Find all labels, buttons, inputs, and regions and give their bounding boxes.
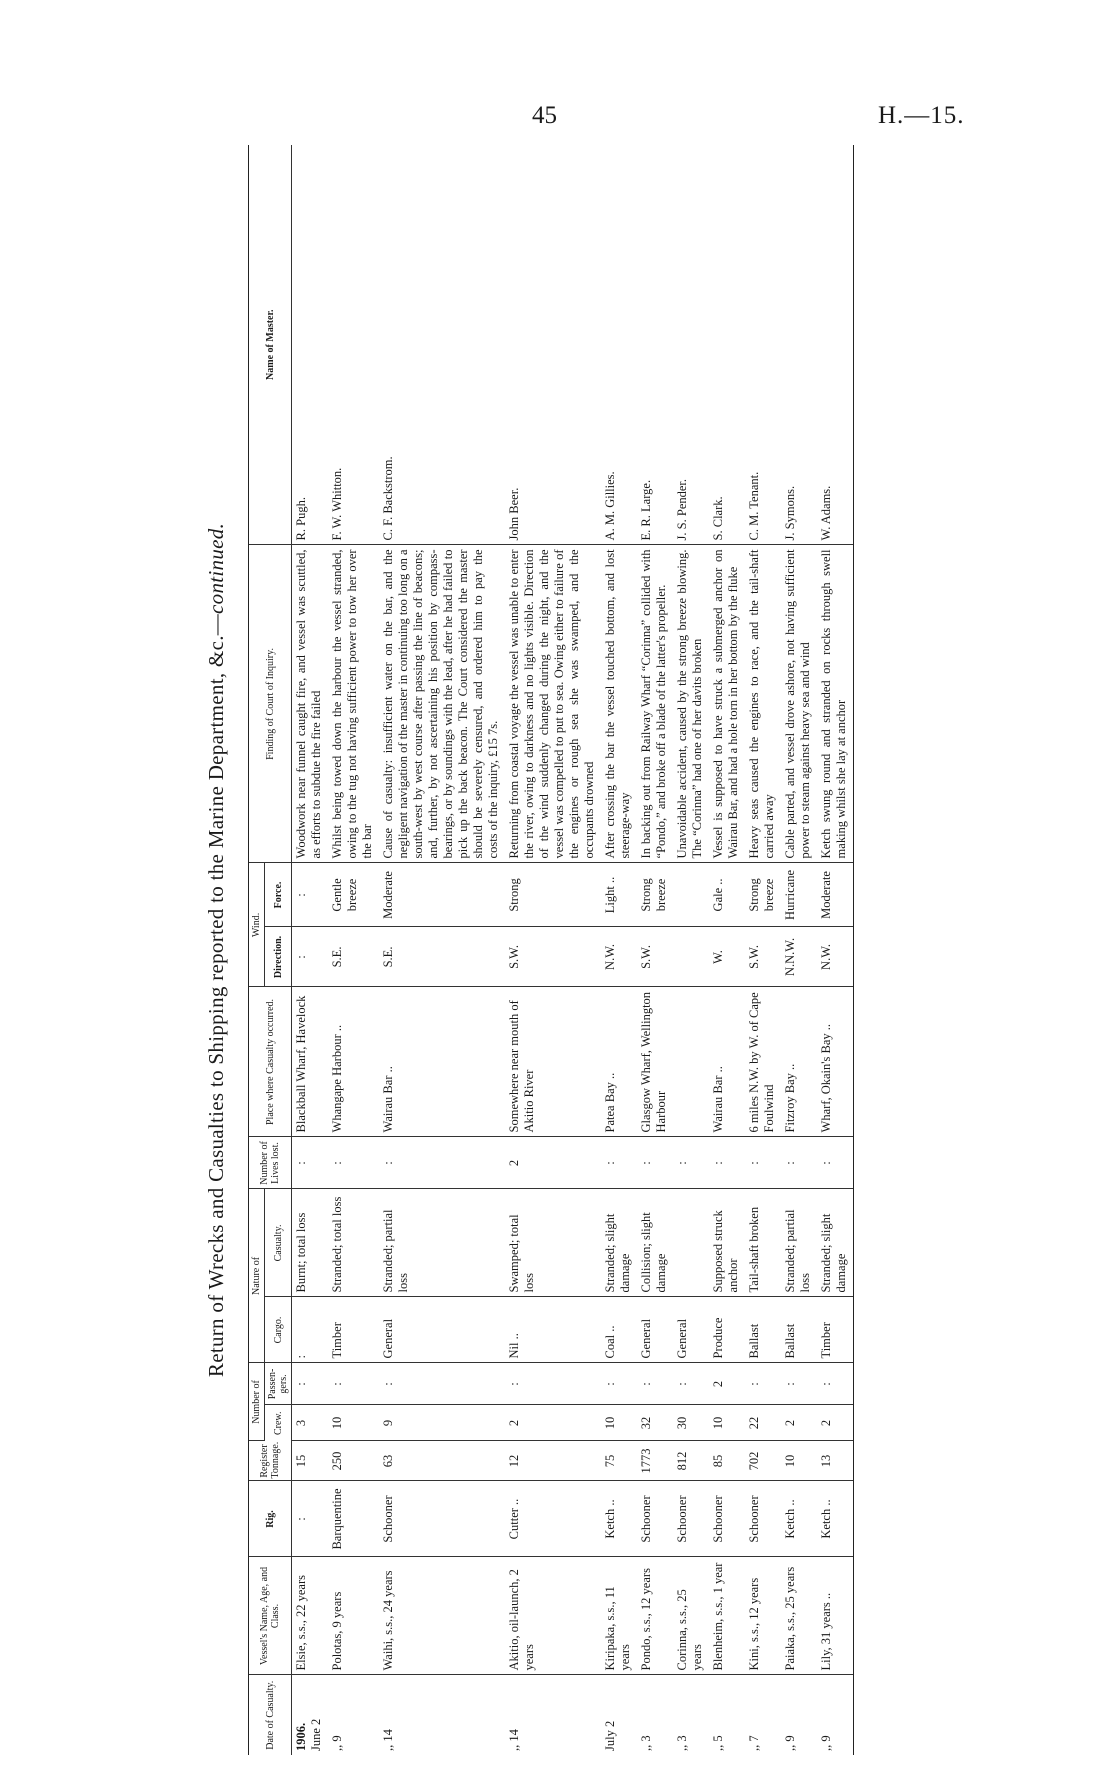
- cell-place: Fitzroy Bay ..: [781, 987, 817, 1137]
- cell-finding: Unavoidable accident, caused by the strong breeze blowing. The “Corinna” had one of her davits broken: [673, 545, 709, 863]
- cell-rig: Schooner: [745, 1481, 781, 1557]
- cell-direction: N.W.: [817, 927, 854, 987]
- cell-master: J. Symons.: [781, 145, 817, 545]
- cell-rig: Ketch ..: [817, 1481, 854, 1557]
- cell-force: Strong breeze: [637, 863, 709, 927]
- cell-direction: N.N.W.: [781, 927, 817, 987]
- year-label: 1906.: [294, 1722, 308, 1751]
- cell-finding: Vessel is supposed to have struck a submerged anchor on Wairau Bar, and had a hole torn in her bottom by the fluke: [709, 545, 745, 863]
- cell-passengers: :: [745, 1363, 781, 1405]
- cell-cargo: Timber: [328, 1297, 379, 1363]
- table-row: [817, 145, 854, 1755]
- cell-date: ,, 7: [747, 1735, 761, 1751]
- cell-rig: Schooner: [709, 1481, 745, 1557]
- cell-date: ,, 9: [817, 1675, 854, 1755]
- cell-casualty: Tail-shaft broken: [745, 1189, 781, 1297]
- cell-vessel: Kiripaka, s.s., 11 years: [601, 1557, 637, 1675]
- cell-vessel: Elsie, s.s., 22 years: [292, 1557, 329, 1675]
- cell-casualty: Supposed struck anchor: [709, 1189, 745, 1297]
- title-text: Return of Wrecks and Casualties to Shipping reported to the Marine Department, &c.—: [204, 613, 228, 1378]
- title-continued: continued.: [204, 522, 228, 614]
- cell-tonnage: 63: [379, 1441, 505, 1481]
- cell-finding: Cable parted, and vessel drove ashore, not having sufficient power to steam against heavy sea and wind: [781, 545, 817, 863]
- table-row: [745, 145, 781, 1755]
- cell-direction: S.W.: [505, 927, 601, 987]
- cell-master: F. W. Whitton.: [328, 145, 379, 545]
- cell-crew: 3: [292, 1405, 329, 1441]
- header-casualty: Casualty.: [265, 1189, 292, 1297]
- cell-master: C. M. Tenant.: [745, 145, 781, 545]
- cell-tonnage: 702: [745, 1441, 781, 1481]
- cell-force: Gentle breeze: [328, 863, 379, 927]
- table-title: [204, 145, 229, 1755]
- cell-force: Gale ..: [709, 863, 745, 927]
- header-force: Force.: [265, 863, 292, 927]
- header-cargo: Cargo.: [265, 1297, 292, 1363]
- cell-passengers: :: [817, 1363, 854, 1405]
- cell-vessel: Corinna, s.s., 25 years: [673, 1557, 709, 1675]
- cell-vessel: Blenheim, s.s., 1 year: [709, 1557, 745, 1675]
- cell-passengers: :: [673, 1363, 709, 1405]
- table-row: [709, 145, 745, 1755]
- cell-master: J. S. Pender.: [673, 145, 709, 545]
- cell-direction: S.E.: [379, 927, 505, 987]
- header-wind: Wind.: [249, 863, 265, 987]
- cell-tonnage: 85: [709, 1441, 745, 1481]
- header-master: Name of Master.: [249, 145, 292, 545]
- cell-casualty: Stranded; partial loss: [781, 1189, 817, 1297]
- cell-force: Strong: [505, 863, 601, 927]
- cell-master: W. Adams.: [817, 145, 854, 545]
- cell-cargo: Nil ..: [505, 1297, 601, 1363]
- cell-cargo: General: [379, 1297, 505, 1363]
- cell-crew: 32: [637, 1405, 673, 1441]
- cell-lives-lost: :: [673, 1137, 709, 1189]
- cell-direction: :: [292, 927, 329, 987]
- cell-lives-lost: :: [328, 1137, 379, 1189]
- cell-passengers: :: [328, 1363, 379, 1405]
- cell-lives-lost: 2: [505, 1137, 601, 1189]
- table-row: [505, 145, 601, 1755]
- cell-crew: 10: [328, 1405, 379, 1441]
- cell-cargo: :: [292, 1297, 329, 1363]
- cell-casualty: Stranded; partial loss: [379, 1189, 505, 1297]
- cell-crew: 30: [673, 1405, 709, 1441]
- table-row: [328, 145, 379, 1755]
- cell-vessel: Pondo, s.s., 12 years: [637, 1557, 673, 1675]
- cell-crew: 22: [745, 1405, 781, 1441]
- cell-passengers: :: [601, 1363, 637, 1405]
- cell-force: Moderate: [379, 863, 505, 927]
- cell-lives-lost: :: [745, 1137, 781, 1189]
- cell-finding: In backing out from Railway Wharf “Corinna” collided with “Pondo,” and broke off a blade of the latter's propeller.: [637, 545, 673, 863]
- cell-tonnage: 1773: [637, 1441, 673, 1481]
- table-row: [379, 145, 505, 1755]
- cell-vessel: Polotas, 9 years: [328, 1557, 379, 1675]
- cell-lives-lost: :: [292, 1137, 329, 1189]
- cell-date: ,, 3: [639, 1735, 653, 1751]
- cell-master: A. M. Gillies.: [601, 145, 637, 545]
- cell-direction: S.E.: [328, 927, 379, 987]
- header-place: Place where Casualty occurred.: [249, 987, 292, 1137]
- cell-place: Patea Bay ..: [601, 987, 637, 1137]
- cell-finding: Whilst being towed down the harbour the vessel stranded, owing to the tug not having sufficient power to tow her over the bar: [328, 545, 379, 863]
- cell-cargo: Ballast: [781, 1297, 817, 1363]
- table-row: [292, 145, 329, 1755]
- cell-master: E. R. Large.: [637, 145, 673, 545]
- cell-passengers: :: [781, 1363, 817, 1405]
- cell-force: Hurricane: [781, 863, 817, 927]
- cell-direction: S.W.: [637, 927, 709, 987]
- cell-passengers: :: [379, 1363, 505, 1405]
- cell-crew: 2: [817, 1405, 854, 1441]
- casualty-return-table: [248, 145, 854, 1755]
- cell-casualty: Collision; slight damage: [637, 1189, 709, 1297]
- series-code: H.—15.: [878, 102, 965, 129]
- table-row: [601, 145, 637, 1755]
- header-lives-lost: Number of Lives lost.: [249, 1137, 292, 1189]
- cell-place: 6 miles N.W. by W. of Cape Foulwind: [745, 987, 781, 1137]
- table-row: [637, 145, 673, 1755]
- cell-place: Wairau Bar ..: [709, 987, 745, 1137]
- cell-tonnage: 13: [817, 1441, 854, 1481]
- cell-tonnage: 75: [601, 1441, 637, 1481]
- header-rig: Rig.: [249, 1481, 292, 1557]
- cell-date: July 2: [603, 1720, 617, 1751]
- header-direction: Direction.: [265, 927, 292, 987]
- cell-date: ,, 5: [711, 1735, 725, 1751]
- cell-finding: Woodwork near funnel caught fire, and vessel was scuttled, as efforts to subdue the fire failed: [292, 545, 329, 863]
- cell-force: :: [292, 863, 329, 927]
- cell-place: Wairau Bar ..: [379, 987, 505, 1137]
- cell-crew: 10: [709, 1405, 745, 1441]
- cell-passengers: :: [292, 1363, 329, 1405]
- header-passengers: Passen-gers.: [265, 1363, 292, 1405]
- cell-cargo: Ballast: [745, 1297, 781, 1363]
- cell-casualty: Stranded; total loss: [328, 1189, 379, 1297]
- cell-finding: After crossing the bar the vessel touched bottom, and lost steerage-way: [601, 545, 637, 863]
- cell-direction: W.: [709, 927, 745, 987]
- cell-finding: Cause of casualty: insufficient water on the bar, and the negligent navigation of the master in continuing too long on a south-west by west course after passing the line of beacons; and, further, by not ascertaining his position by compass-bearings, or by soundings with the lead, after he had failed to pick up the back beacon. The Court considered the master should be severely censured, and ordered him to pay the costs of the inquiry, £15 7s.: [379, 545, 505, 863]
- header-tonnage: Register Tonnage.: [249, 1441, 292, 1481]
- header-nature-of: Nature of: [249, 1189, 265, 1363]
- cell-tonnage: 10: [781, 1441, 817, 1481]
- cell-date: ,, 9: [330, 1735, 344, 1751]
- cell-vessel: Akitio, oil-launch, 2 years: [505, 1557, 601, 1675]
- cell-lives-lost: :: [637, 1137, 673, 1189]
- cell-place: Glasgow Wharf, Wellington Harbour: [637, 987, 709, 1137]
- cell-place: Somewhere near mouth of Akitio River: [505, 987, 601, 1137]
- page-number: 45: [532, 102, 557, 129]
- cell-place: Wharf, Okain's Bay ..: [817, 987, 854, 1137]
- cell-direction: S.W.: [745, 927, 781, 987]
- cell-crew: 2: [781, 1405, 817, 1441]
- cell-date: ,, 14: [507, 1729, 521, 1751]
- header-date: Date of Casualty.: [249, 1675, 292, 1755]
- cell-vessel: Lily, 31 years ..: [817, 1557, 854, 1675]
- cell-finding: Returning from coastal voyage the vessel was unable to enter the river, owing to darkness and no lights visible. Direction of the wind suddenly changed during the night, and the vessel was compelled to put to sea. Owing either to failure of the engines or rough sea she was swamped, and the occupants drowned: [505, 545, 601, 863]
- header-vessel: Vessel's Name, Age, and Class.: [249, 1557, 292, 1675]
- cell-date: ,, 3: [675, 1735, 689, 1751]
- cell-rig: Ketch ..: [601, 1481, 637, 1557]
- cell-crew: 10: [601, 1405, 637, 1441]
- cell-casualty: Stranded; slight damage: [817, 1189, 854, 1297]
- cell-rig: Schooner: [637, 1481, 673, 1557]
- cell-force: Light ..: [601, 863, 637, 927]
- cell-tonnage: 12: [505, 1441, 601, 1481]
- cell-place: Blackball Wharf, Havelock: [292, 987, 329, 1137]
- cell-lives-lost: :: [817, 1137, 854, 1189]
- cell-date: ,, 9: [783, 1735, 797, 1751]
- cell-passengers: :: [637, 1363, 673, 1405]
- rotated-table-area: [200, 145, 970, 1755]
- cell-lives-lost: :: [379, 1137, 505, 1189]
- cell-master: John Beer.: [505, 145, 601, 545]
- cell-rig: Schooner: [673, 1481, 709, 1557]
- cell-vessel: Kini, s.s., 12 years: [745, 1557, 781, 1675]
- cell-rig: :: [292, 1481, 329, 1557]
- cell-cargo: Timber: [817, 1297, 854, 1363]
- header-finding: Finding of Court of Inquiry.: [249, 545, 292, 863]
- cell-rig: Cutter ..: [505, 1481, 601, 1557]
- cell-passengers: 2: [709, 1363, 745, 1405]
- cell-date: 1906. June 2: [292, 1675, 329, 1755]
- cell-cargo: General: [637, 1297, 673, 1363]
- cell-tonnage: 250: [328, 1441, 379, 1481]
- cell-casualty: Stranded; slight damage: [601, 1189, 637, 1297]
- header-number-of: Number of: [249, 1363, 265, 1441]
- cell-master: C. F. Backstrom.: [379, 145, 505, 545]
- cell-master: S. Clark.: [709, 145, 745, 545]
- cell-casualty: Swamped; total loss: [505, 1189, 601, 1297]
- cell-casualty: Burnt; total loss: [292, 1189, 329, 1297]
- cell-cargo: General: [673, 1297, 709, 1363]
- cell-passengers: :: [505, 1363, 601, 1405]
- cell-lives-lost: :: [781, 1137, 817, 1189]
- cell-rig: Schooner: [379, 1481, 505, 1557]
- cell-cargo: Coal ..: [601, 1297, 637, 1363]
- cell-force: Moderate: [817, 863, 854, 927]
- cell-finding: Ketch swung round and stranded on rocks through swell making whilst she lay at anchor: [817, 545, 854, 863]
- cell-tonnage: 812: [673, 1441, 709, 1481]
- cell-master: R. Pugh.: [292, 145, 329, 545]
- cell-vessel: Paiaka, s.s., 25 years: [781, 1557, 817, 1675]
- cell-cargo: Produce: [709, 1297, 745, 1363]
- cell-place: Whangape Harbour ..: [328, 987, 379, 1137]
- table-row: [781, 145, 817, 1755]
- cell-finding: Heavy seas caused the engines to race, and the tail-shaft carried away: [745, 545, 781, 863]
- cell-force: Strong breeze: [745, 863, 781, 927]
- header-crew: Crew.: [265, 1405, 292, 1441]
- cell-lives-lost: :: [601, 1137, 637, 1189]
- cell-tonnage: 15: [292, 1441, 329, 1481]
- cell-crew: 9: [379, 1405, 505, 1441]
- cell-crew: 2: [505, 1405, 601, 1441]
- cell-vessel: Waihi, s.s., 24 years: [379, 1557, 505, 1675]
- cell-rig: Ketch ..: [781, 1481, 817, 1557]
- cell-direction: N.W.: [601, 927, 637, 987]
- cell-date: ,, 14: [381, 1729, 395, 1751]
- cell-lives-lost: :: [709, 1137, 745, 1189]
- cell-rig: Barquentine: [328, 1481, 379, 1557]
